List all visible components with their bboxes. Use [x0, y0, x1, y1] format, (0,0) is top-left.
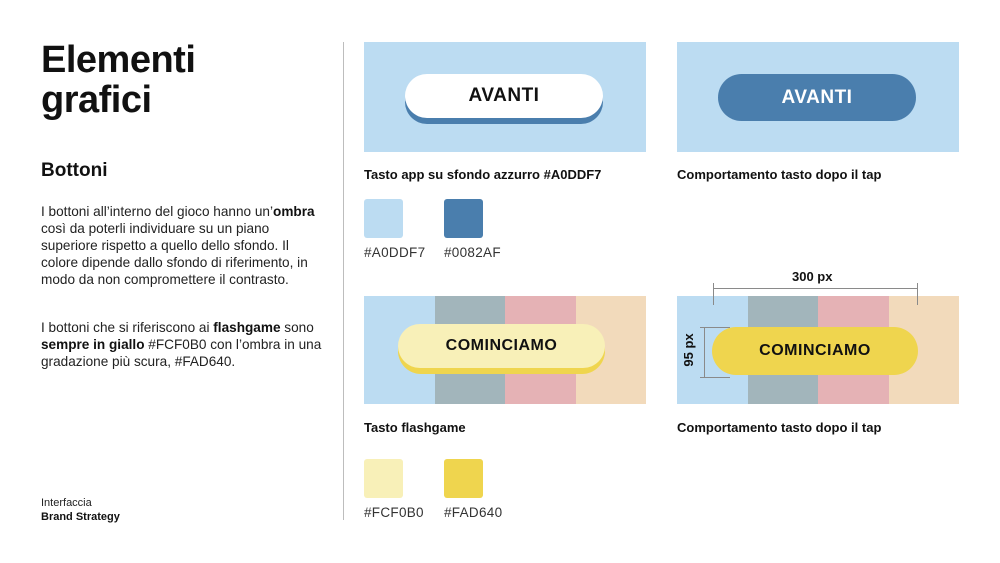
cominciamo-button[interactable]: COMINCIAMO	[398, 324, 605, 368]
p2-bold-1: flashgame	[213, 320, 281, 335]
footer-brand: Brand Strategy	[41, 511, 120, 523]
page-title	[41, 40, 301, 120]
section-subtitle: Bottoni	[41, 160, 108, 181]
height-dimension-label: 95 px	[681, 333, 696, 367]
flash-default-panel	[364, 296, 646, 404]
p2-text-b: sono	[280, 320, 314, 335]
intro-paragraph-2	[41, 319, 326, 370]
width-dimension-line	[713, 288, 918, 289]
cominciamo-button-tapped[interactable]: COMINCIAMO	[712, 327, 918, 375]
p2-text-c: #FCF0B0 con l’ombra in una gradazione più scura, #FAD640.	[41, 337, 322, 369]
width-dimension-tick-right	[917, 283, 918, 305]
height-dimension-line	[704, 327, 705, 378]
hex-yellow-dark: #FAD640	[444, 505, 503, 520]
footer-section: Interfaccia	[41, 497, 92, 509]
p1-text-a: I bottoni all’interno del gioco hanno un’	[41, 204, 274, 219]
flash-tap-panel	[677, 296, 959, 404]
hex-blue-light: #A0DDF7	[364, 245, 426, 260]
width-dimension-label: 300 px	[792, 269, 833, 284]
title-line-1: Elementi	[41, 39, 196, 81]
avanti-default-panel	[364, 42, 646, 152]
avanti-button-tapped[interactable]: AVANTI	[718, 74, 916, 121]
flash-tap-caption: Comportamento tasto dopo il tap	[677, 420, 882, 435]
swatch-yellow-light	[364, 459, 403, 498]
hex-blue-dark: #0082AF	[444, 245, 501, 260]
p1-text-b: così da poterli individuare su un piano superiore rispetto a quello dello sfondo. Il colore dipende dallo sfondo di riferimento, in modo da non compromettere il contrasto.	[41, 221, 308, 287]
hex-yellow-light: #FCF0B0	[364, 505, 424, 520]
height-dimension-tick-top	[700, 327, 730, 328]
height-dimension-tick-bottom	[700, 377, 730, 378]
intro-paragraph-1	[41, 203, 326, 288]
p1-bold: ombra	[273, 204, 315, 219]
width-dimension-tick-left	[713, 283, 714, 305]
flash-caption: Tasto flashgame	[364, 420, 466, 435]
swatch-yellow-dark	[444, 459, 483, 498]
swatch-blue-dark	[444, 199, 483, 238]
p2-text-a: I bottoni che si riferiscono ai	[41, 320, 214, 335]
column-divider	[343, 42, 344, 520]
avanti-caption: Tasto app su sfondo azzurro #A0DDF7	[364, 167, 602, 182]
p2-bold-2: sempre in giallo	[41, 337, 145, 352]
swatch-blue-light	[364, 199, 403, 238]
avanti-tap-caption: Comportamento tasto dopo il tap	[677, 167, 882, 182]
title-line-2: grafici	[41, 79, 152, 121]
avanti-button[interactable]: AVANTI	[405, 74, 603, 118]
avanti-tap-panel	[677, 42, 959, 152]
